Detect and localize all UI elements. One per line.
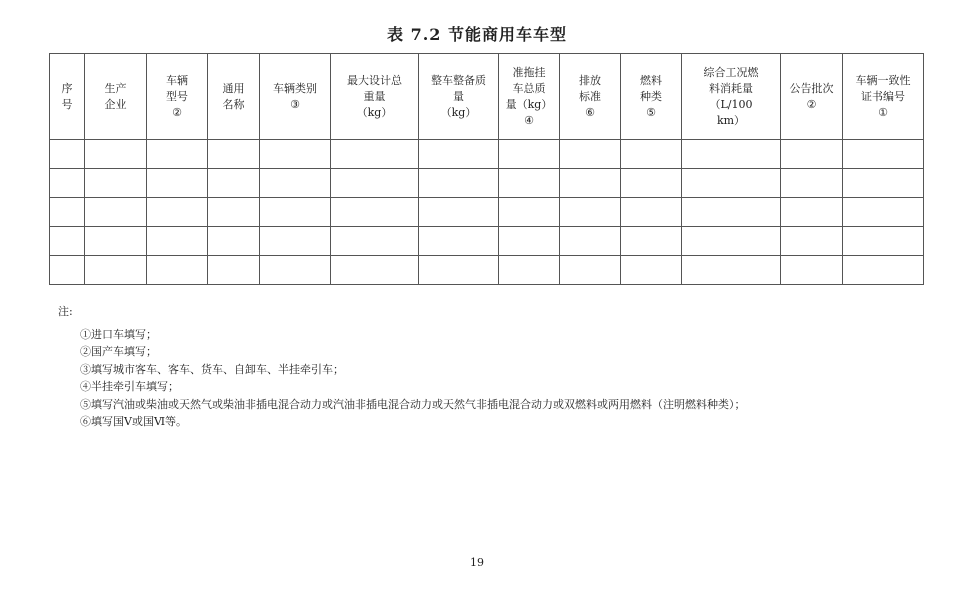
header-cell-curb-mass: 整车整备质 量 （kg） <box>419 54 499 140</box>
table-cell <box>50 169 85 198</box>
table-cell <box>499 256 560 285</box>
header-cell-trailer-mass: 准拖挂 车总质 量（kg） ④ <box>499 54 560 140</box>
table-cell <box>560 169 621 198</box>
table-cell <box>621 169 682 198</box>
table-cell <box>147 169 208 198</box>
table-cell <box>208 140 260 169</box>
table-cell <box>208 256 260 285</box>
table-cell <box>843 256 924 285</box>
table-cell <box>781 227 843 256</box>
table-cell <box>147 140 208 169</box>
table-cell <box>621 140 682 169</box>
table-cell <box>331 140 419 169</box>
table-cell <box>682 140 781 169</box>
table-cell <box>560 198 621 227</box>
vehicle-model-table <box>49 53 924 285</box>
table-cell <box>419 169 499 198</box>
table-cell <box>781 169 843 198</box>
table-cell <box>331 198 419 227</box>
note-item: ⑤填写汽油或柴油或天然气或柴油非插电混合动力或汽油非插电混合动力或天然气非插电混合动力或双燃料或两用燃料（注明燃料种类）； <box>80 397 746 411</box>
table-cell <box>50 140 85 169</box>
table-cell <box>50 227 85 256</box>
table-cell <box>260 140 331 169</box>
table-row <box>50 256 924 285</box>
header-cell-fuel-type: 燃料 种类 ⑤ <box>621 54 682 140</box>
table-cell <box>85 169 147 198</box>
table-cell <box>499 227 560 256</box>
header-cell-common-name: 通用 名称 <box>208 54 260 140</box>
table-cell <box>499 198 560 227</box>
table-cell <box>781 256 843 285</box>
table-cell <box>682 169 781 198</box>
table-cell <box>843 198 924 227</box>
table-cell <box>419 140 499 169</box>
notes-section <box>58 303 918 431</box>
header-cell-emission-standard: 排放 标准 ⑥ <box>560 54 621 140</box>
notes-heading: 注: <box>58 305 73 318</box>
table-cell <box>843 140 924 169</box>
header-cell-fuel-consumption: 综合工况燃 料消耗量 （L/100 km） <box>682 54 781 140</box>
table-cell <box>682 227 781 256</box>
header-cell-index: 序 号 <box>50 54 85 140</box>
table-cell <box>85 227 147 256</box>
header-cell-manufacturer: 生产 企业 <box>85 54 147 140</box>
table-title: 表 7.2 节能商用车车型 <box>387 25 567 44</box>
table-cell <box>560 256 621 285</box>
table-cell <box>50 198 85 227</box>
table-cell <box>331 227 419 256</box>
table-cell <box>419 256 499 285</box>
table-cell <box>260 169 331 198</box>
table-cell <box>260 256 331 285</box>
table-cell <box>331 256 419 285</box>
table-cell <box>621 227 682 256</box>
table-row <box>50 198 924 227</box>
table-cell <box>781 140 843 169</box>
note-item: ②国产车填写； <box>80 345 157 358</box>
table-cell <box>682 198 781 227</box>
table-cell <box>85 140 147 169</box>
header-cell-conformity-cert: 车辆一致性 证书编号 ① <box>843 54 924 140</box>
table-cell <box>147 198 208 227</box>
table-cell <box>50 256 85 285</box>
table-cell <box>621 256 682 285</box>
table-cell <box>208 169 260 198</box>
header-cell-announcement-batch: 公告批次 ② <box>781 54 843 140</box>
table-cell <box>499 169 560 198</box>
table-cell <box>331 169 419 198</box>
note-item: ⑥填写国Ⅴ或国Ⅵ等。 <box>80 415 188 428</box>
note-item: ③填写城市客车、客车、货车、自卸车、半挂牵引车； <box>80 362 344 376</box>
table-row <box>50 140 924 169</box>
table-cell <box>682 256 781 285</box>
table-cell <box>419 198 499 227</box>
table-cell <box>85 198 147 227</box>
header-cell-vehicle-model: 车辆 型号 ② <box>147 54 208 140</box>
table-cell <box>260 198 331 227</box>
table-cell <box>208 227 260 256</box>
table-cell <box>499 140 560 169</box>
table-cell <box>85 256 147 285</box>
header-cell-max-gross-weight: 最大设计总 重量 （kg） <box>331 54 419 140</box>
table-cell <box>419 227 499 256</box>
table-cell <box>560 140 621 169</box>
header-cell-vehicle-category: 车辆类别 ③ <box>260 54 331 140</box>
table-cell <box>147 227 208 256</box>
note-item: ①进口车填写； <box>80 327 157 341</box>
table-header-row <box>50 54 924 140</box>
table-cell <box>843 227 924 256</box>
table-cell <box>260 227 331 256</box>
table-cell <box>208 198 260 227</box>
table-cell <box>147 256 208 285</box>
table-row <box>50 227 924 256</box>
page-number: 19 <box>470 556 484 569</box>
table-cell <box>843 169 924 198</box>
table-cell <box>781 198 843 227</box>
table-cell <box>621 198 682 227</box>
table-row <box>50 169 924 198</box>
table-cell <box>560 227 621 256</box>
note-item: ④半挂牵引车填写； <box>80 380 179 393</box>
